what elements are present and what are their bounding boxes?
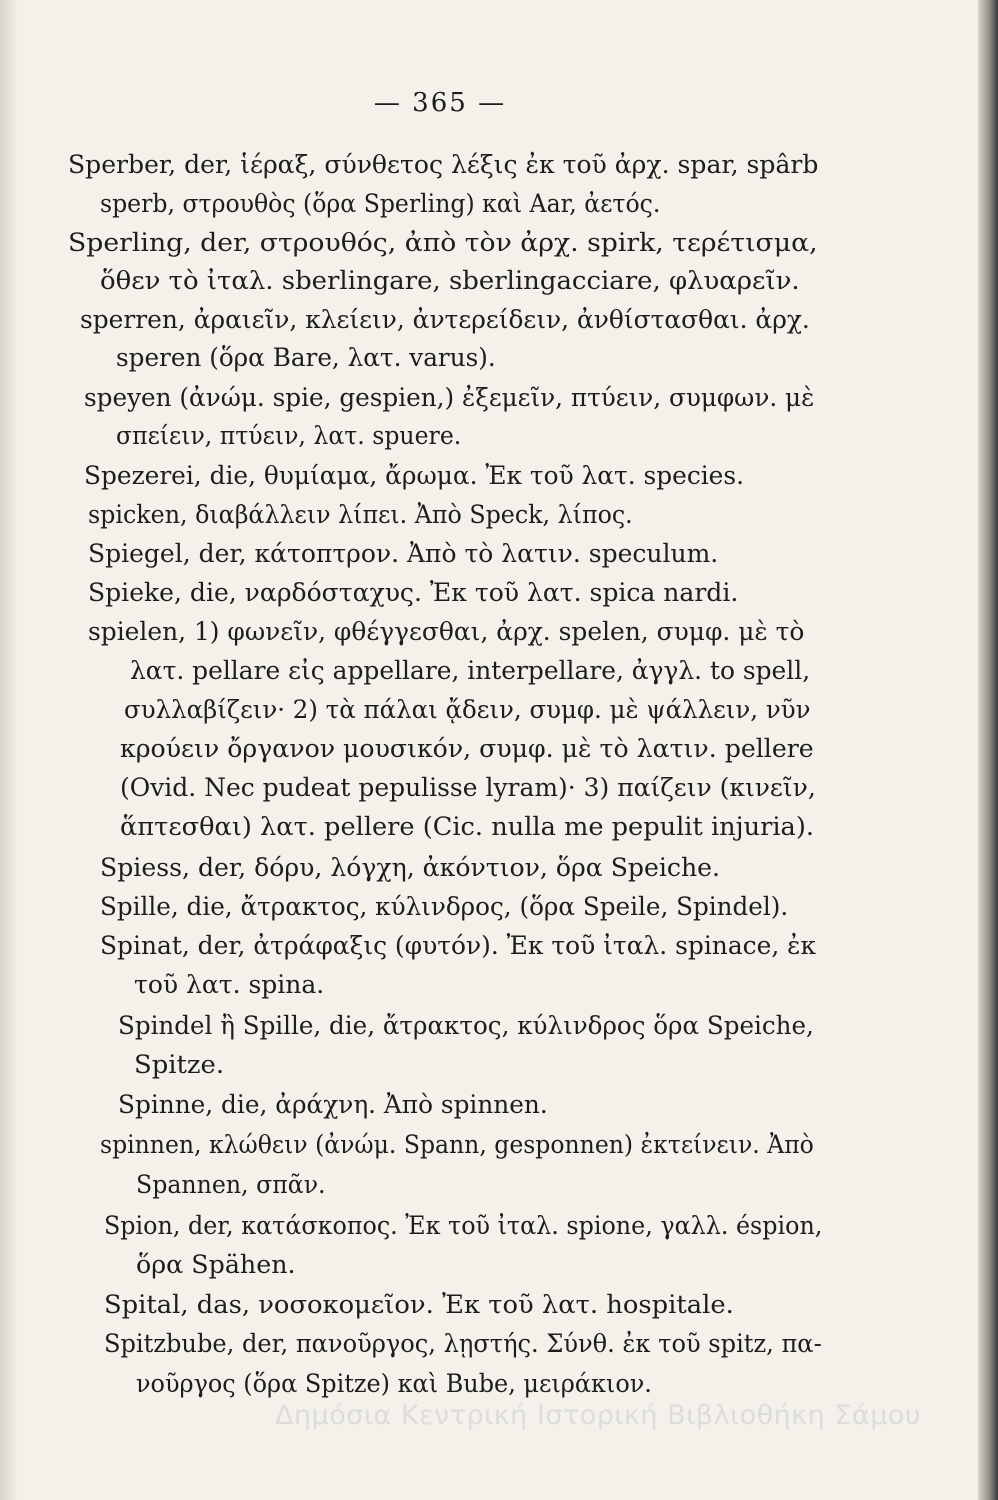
text-line: κρούειν ὄργανον μουσικόν, συμφ. μὲ τὸ λατιν. pellere [120,734,814,763]
text-line: συλλαβίζειν· 2) τὰ πάλαι ᾄδειν, συμφ. μὲ ψάλλειν, νῦν [124,695,811,724]
text-line: Spille, die, ἄτρακτος, κύλινδρος, (ὅρα Speile, Spindel). [100,892,789,921]
text-line: spinnen, κλώθειν (ἀνώμ. Spann, gesponnen) ἐκτείνειν. Ἀπὸ [100,1130,814,1159]
text-line: (Ovid. Nec pudeat pepulisse lyram)· 3) παίζειν (κινεῖν, [120,773,816,802]
text-line: λατ. pellare εἰς appellare, interpellare, ἀγγλ. to spell, [130,656,811,685]
text-line: spicken, διαβάλλειν λίπει. Ἀπὸ Speck, λίπος. [88,500,633,529]
text-line: Spannen, σπᾶν. [136,1170,326,1199]
text-line: Spitzbube, der, πανοῦργος, λῃστής. Σύνθ. ἐκ τοῦ spitz, πα- [104,1329,822,1358]
page-shadow [0,0,18,1500]
text-line: sperb, στρουθὸς (ὅρα Sperling) καὶ Aar, ἀετός. [100,189,661,218]
text-line: Spinne, die, ἀράχνη. Ἀπὸ spinnen. [118,1090,548,1119]
text-line: Spiess, der, δόρυ, λόγχη, ἀκόντιον, ὅρα Speiche. [100,853,720,882]
text-line: Spezerei, die, θυμίαμα, ἄρωμα. Ἐκ τοῦ λατ. species. [84,461,744,490]
text-line: speyen (ἀνώμ. spie, gespien,) ἐξεμεῖν, πτύειν, συμφων. μὲ [84,383,815,412]
text-line: Spindel ἢ Spille, die, ἄτρακτος, κύλινδρος ὅρα Speiche, [118,1011,814,1040]
text-line: Spitze. [134,1050,225,1079]
text-line: ἅπτεσθαι) λατ. pellere (Cic. nulla me pepulit injuria). [120,812,814,841]
text-line: Spiegel, der, κάτοπτρον. Ἀπὸ τὸ λατιν. speculum. [88,539,719,568]
text-line: Sperling, der, στρουθός, ἀπὸ τὸν ἀρχ. spirk, τερέτισμα, [68,228,818,257]
text-line: Sperber, der, ἱέραξ, σύνθετος λέξις ἐκ τοῦ ἀρχ. spar, spârb [68,150,819,179]
text-line: speren (ὅρα Bare, λατ. varus). [116,343,496,372]
text-line: Spion, der, κατάσκοπος. Ἐκ τοῦ ἰταλ. spione, γαλλ. éspion, [104,1211,823,1240]
text-line: Spital, das, νοσοκομεῖον. Ἐκ τοῦ λατ. hospitale. [104,1290,734,1319]
text-line: spielen, 1) φωνεῖν, φθέγγεσθαι, ἀρχ. spelen, συμφ. μὲ τὸ [88,617,805,646]
text-line: τοῦ λατ. spina. [134,970,325,999]
text-line: σπείειν, πτύειν, λατ. spuere. [116,421,462,450]
library-watermark: Δημόσια Κεντρική Ιστορική Βιβλιοθήκη Σάμου [274,1400,922,1431]
text-line: Spieke, die, ναρδόσταχυς. Ἐκ τοῦ λατ. spica nardi. [88,578,739,607]
page-number: — 365 — [373,88,507,118]
text-line: sperren, ἀραιεῖν, κλείειν, ἀντερείδειν, ἀνθίστασθαι. ἀρχ. [80,305,810,334]
page-edge [978,0,998,1500]
text-line: νοῦργος (ὅρα Spitze) καὶ Bube, μειράκιον. [136,1369,652,1398]
text-line: Spinat, der, ἀτράφαξις (φυτόν). Ἐκ τοῦ ἰταλ. spinace, ἐκ [100,931,817,960]
text-line: ὅθεν τὸ ἰταλ. sberlingare, sberlingacciare, φλυαρεῖν. [100,266,800,295]
text-line: ὅρα Spähen. [136,1250,296,1279]
